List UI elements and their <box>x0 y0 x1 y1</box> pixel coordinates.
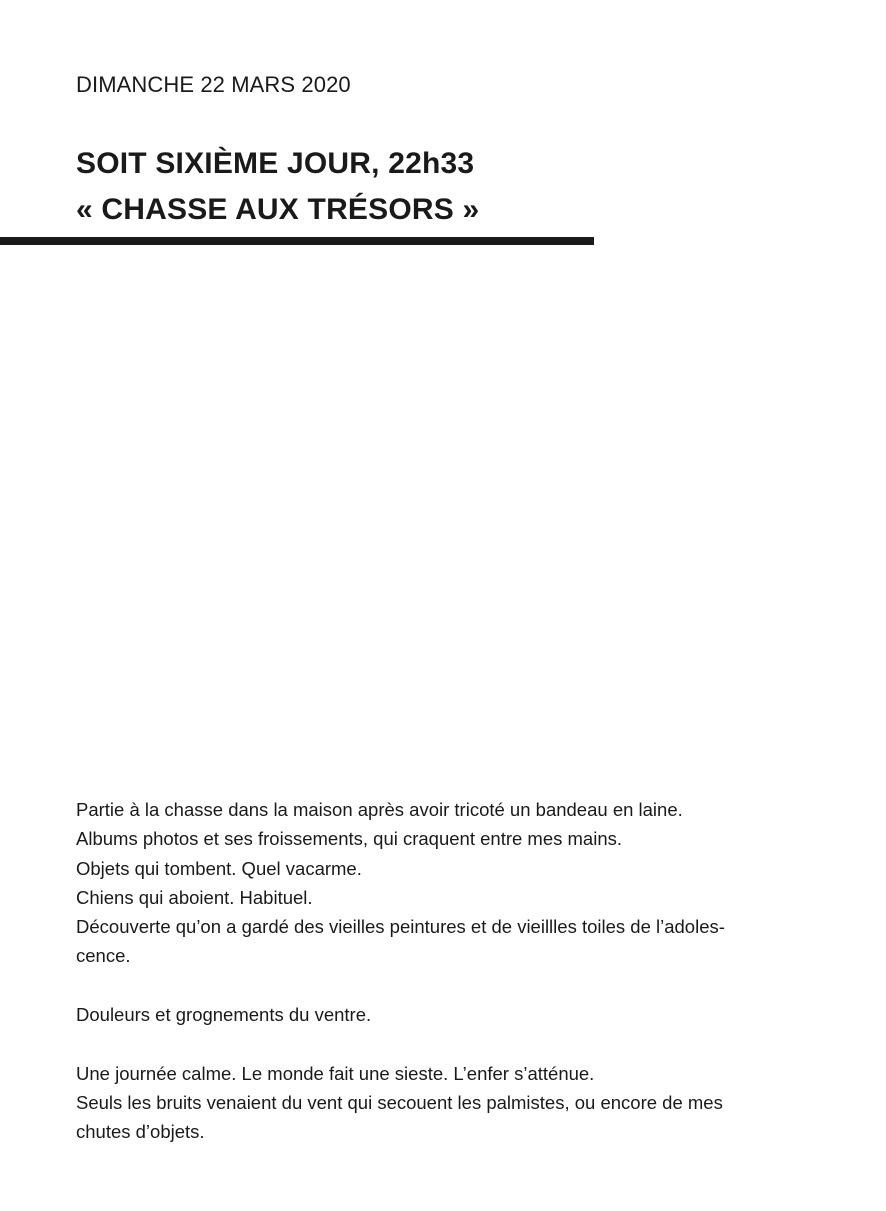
title-line-1: SOIT SIXIÈME JOUR, 22h33 <box>76 147 475 180</box>
paragraph-2 <box>76 1000 816 1029</box>
text-line: Albums photos et ses froissements, qui craquent entre mes mains. <box>76 828 623 850</box>
page-title <box>76 141 479 233</box>
text-line: Découverte qu’on a gardé des vieilles peintures et de vieillles toiles de l’adoles- <box>76 916 725 938</box>
text-line: Seuls les bruits venaient du vent qui secouent les palmistes, ou encore de mes <box>76 1091 723 1113</box>
text-line: Partie à la chasse dans la maison après avoir tricoté un bandeau en laine. <box>76 799 683 820</box>
text-line: chutes d’objets. <box>76 1121 205 1143</box>
paragraph-1 <box>76 795 816 971</box>
title-line-2: « CHASSE AUX TRÉSORS » <box>76 193 480 226</box>
text-line: cence. <box>76 945 131 967</box>
text-line: Douleurs et grognements du ventre. <box>76 1004 372 1026</box>
text-line: Chiens qui aboient. Habituel. <box>76 886 313 908</box>
text-line: Objets qui tombent. Quel vacarme. <box>76 857 362 879</box>
body-text <box>76 795 816 1176</box>
title-rule <box>0 237 594 245</box>
page-date: DIMANCHE 22 MARS 2020 <box>76 72 351 97</box>
paragraph-3 <box>76 1059 816 1147</box>
text-line: Une journée calme. Le monde fait une sieste. L’enfer s’atténue. <box>76 1062 595 1084</box>
